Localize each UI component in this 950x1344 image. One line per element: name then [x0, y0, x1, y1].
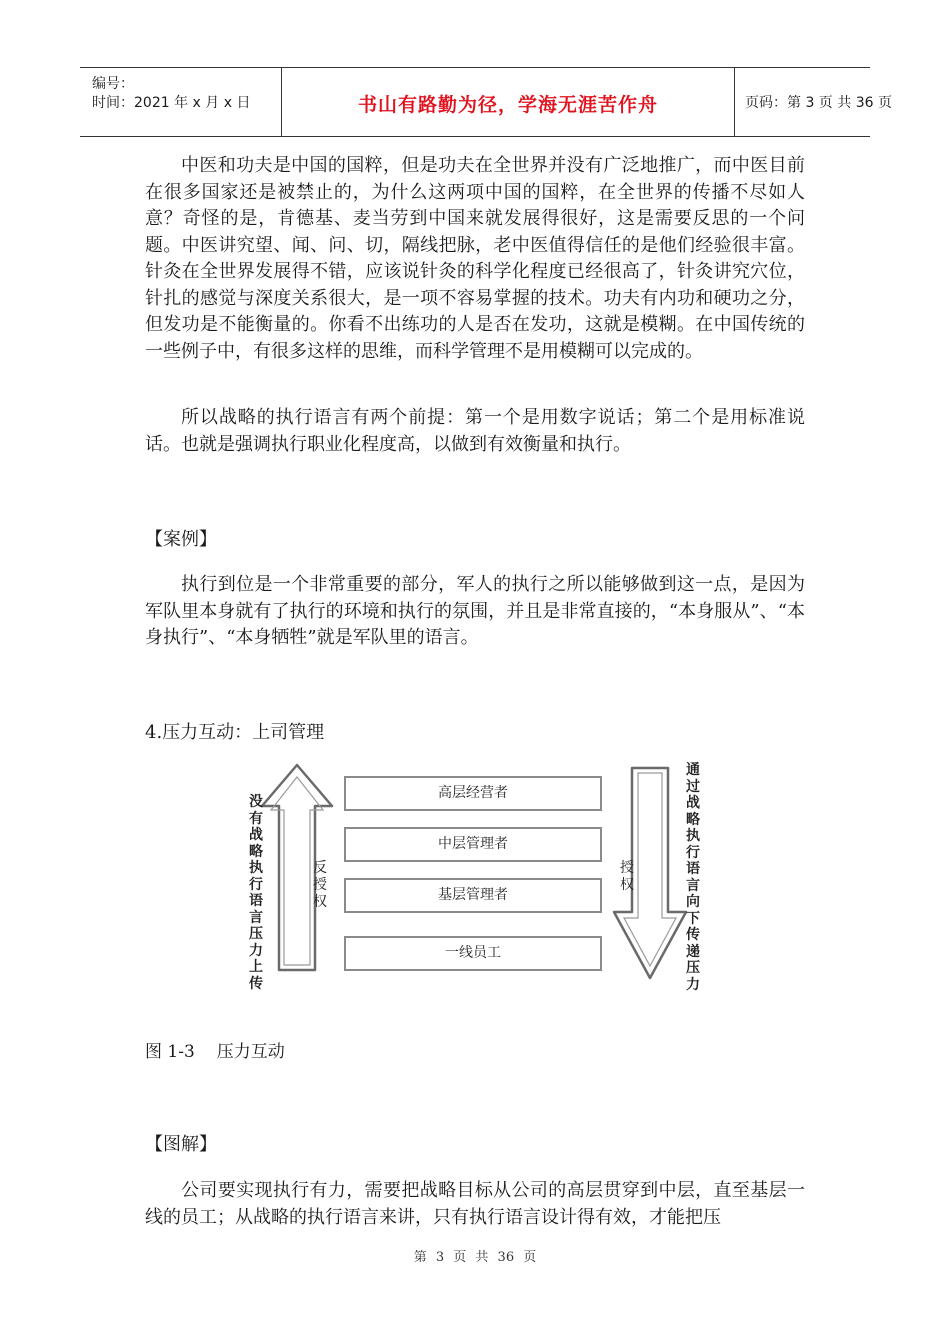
figure-title: 压力互动 [216, 1042, 285, 1062]
diagram-explanation-heading: 【图解】 [145, 1134, 217, 1155]
level-frontline-staff: 一线员工 [344, 936, 602, 971]
header-motto-cell [281, 68, 735, 136]
upward-pressure-text: 没有战略执行语言压力上传 [249, 794, 263, 992]
paragraph-execution-pressure: 公司要实现执行有力，需要把战略目标从公司的高层贯穿到中层，直至基层一线的员工；从战略的执行语言来讲，只有执行语言设计得有效，才能把压 [145, 1180, 805, 1228]
figure-caption [145, 1037, 285, 1062]
header-page-number: 页码：第 3 页 共 36 页 [745, 95, 892, 111]
pressure-interaction-diagram [240, 760, 710, 993]
delegation-label: 授权 [620, 860, 634, 893]
page-header [80, 67, 892, 137]
paragraph-execution-premises: 所以战略的执行语言有两个前提：第一个是用数字说话；第二个是用标准说话。也就是强调执行职业化程度高，以做到有效衡量和执行。 [145, 407, 805, 455]
level-top-management: 高层经营者 [344, 776, 602, 811]
case-heading: 【案例】 [145, 529, 217, 550]
document-date-label: 时间：2021 年 x 月 x 日 [92, 95, 251, 111]
reverse-delegation-label: 反授权 [313, 860, 327, 910]
document-number-label: 编号： [92, 76, 134, 92]
paragraph-military-execution: 执行到位是一个非常重要的部分，军人的执行之所以能够做到这一点，是因为军队里本身就有了执行的环境和执行的氛围，并且是非常直接的，“本身服从”、“本身执行”、“本身牺牲”就是军队里的语言。 [145, 574, 805, 648]
header-meta-cell [80, 68, 280, 136]
header-motto: 书山有路勤为径，学海无涯苦作舟 [357, 94, 658, 116]
paragraph-tcm-kungfu: 中医和功夫是中国的国粹，但是功夫在全世界并没有广泛地推广，而中医目前在很多国家还是被禁止的，为什么这两项中国的国粹，在全世界的传播不尽如人意？奇怪的是，肯德基、麦当劳到中国来就发展得很好，这是需要反思的一个问 题。中医讲究望、闻、问、切，隔线把脉，老中医值得信任的是他们经验很丰富。针灸在全世界发展得不错，应该说针灸的科学化程度已经很高了，针灸讲究穴位， 针扎的感觉与深度关系很大，是一项不容易掌握的技术。功夫有内功和硬功之分，但发功是不能衡量的。你看不出练功的人是否在发功，这就是模糊。在中国传统的 一些例子中，有很多这样的思维，而科学管理不是用模糊可以完成的。 [145, 155, 805, 362]
level-middle-management: 中层管理者 [344, 827, 602, 862]
header-page-cell [735, 68, 892, 136]
level-base-management: 基层管理者 [344, 878, 602, 913]
downward-pressure-text: 通过战略执行语言向下传递压力 [686, 762, 700, 993]
section-heading: 4.压力互动：上司管理 [145, 722, 325, 743]
page-footer: 第 3 页 共 36 页 [413, 1250, 537, 1265]
figure-number: 图 1-3 [145, 1042, 195, 1062]
